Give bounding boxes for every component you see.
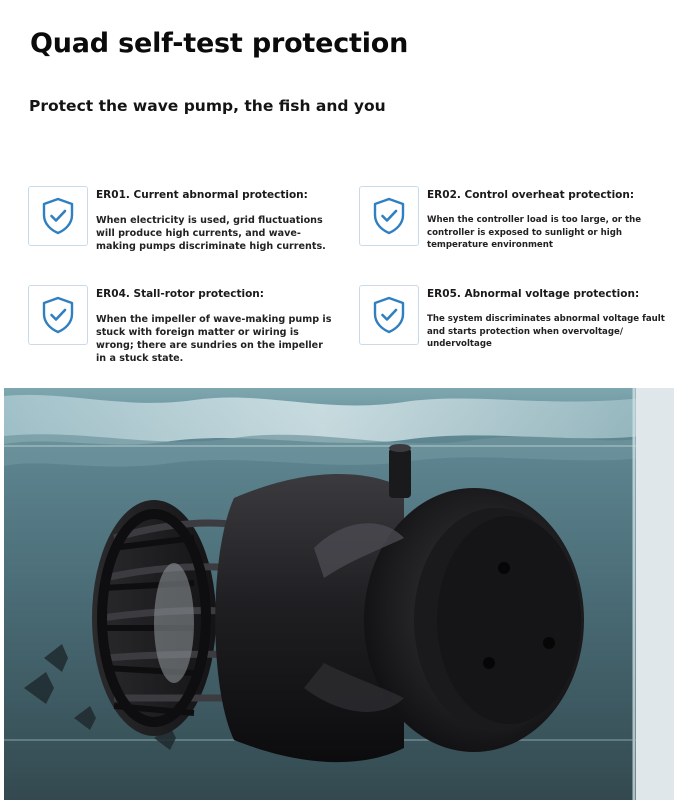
shield-check-icon — [28, 285, 88, 345]
protection-title: ER04. Stall-rotor protection: — [96, 288, 264, 300]
protection-title: ER01. Current abnormal protection: — [96, 189, 308, 201]
protection-card-er02 — [359, 186, 659, 276]
protection-card-er04 — [28, 285, 332, 375]
page-title: Quad self-test protection — [30, 28, 409, 59]
product-photo — [4, 388, 674, 800]
protection-description: When the controller load is too large, or the controller is exposed to sunlight or high temperature environment — [427, 215, 642, 250]
protection-description: When the impeller of wave-making pump is stuck with foreign matter or wiring is wrong; there are sundries on the impeller in a stuck state. — [96, 314, 332, 364]
protection-card-er01 — [28, 186, 328, 276]
protection-title: ER02. Control overheat protection: — [427, 189, 635, 201]
page-subtitle: Protect the wave pump, the fish and you — [29, 97, 386, 115]
protection-description: The system discriminates abnormal voltage fault and starts protection when overvoltage/ undervoltage — [427, 314, 665, 349]
shield-check-icon — [359, 285, 419, 345]
shield-check-icon — [359, 186, 419, 246]
shield-check-icon — [28, 186, 88, 246]
protection-title: ER05. Abnormal voltage protection: — [427, 288, 640, 300]
protection-card-er05 — [359, 285, 665, 375]
protection-description: When electricity is used, grid fluctuations will produce high currents, and wave-making pumps discriminate high currents. — [96, 215, 326, 252]
